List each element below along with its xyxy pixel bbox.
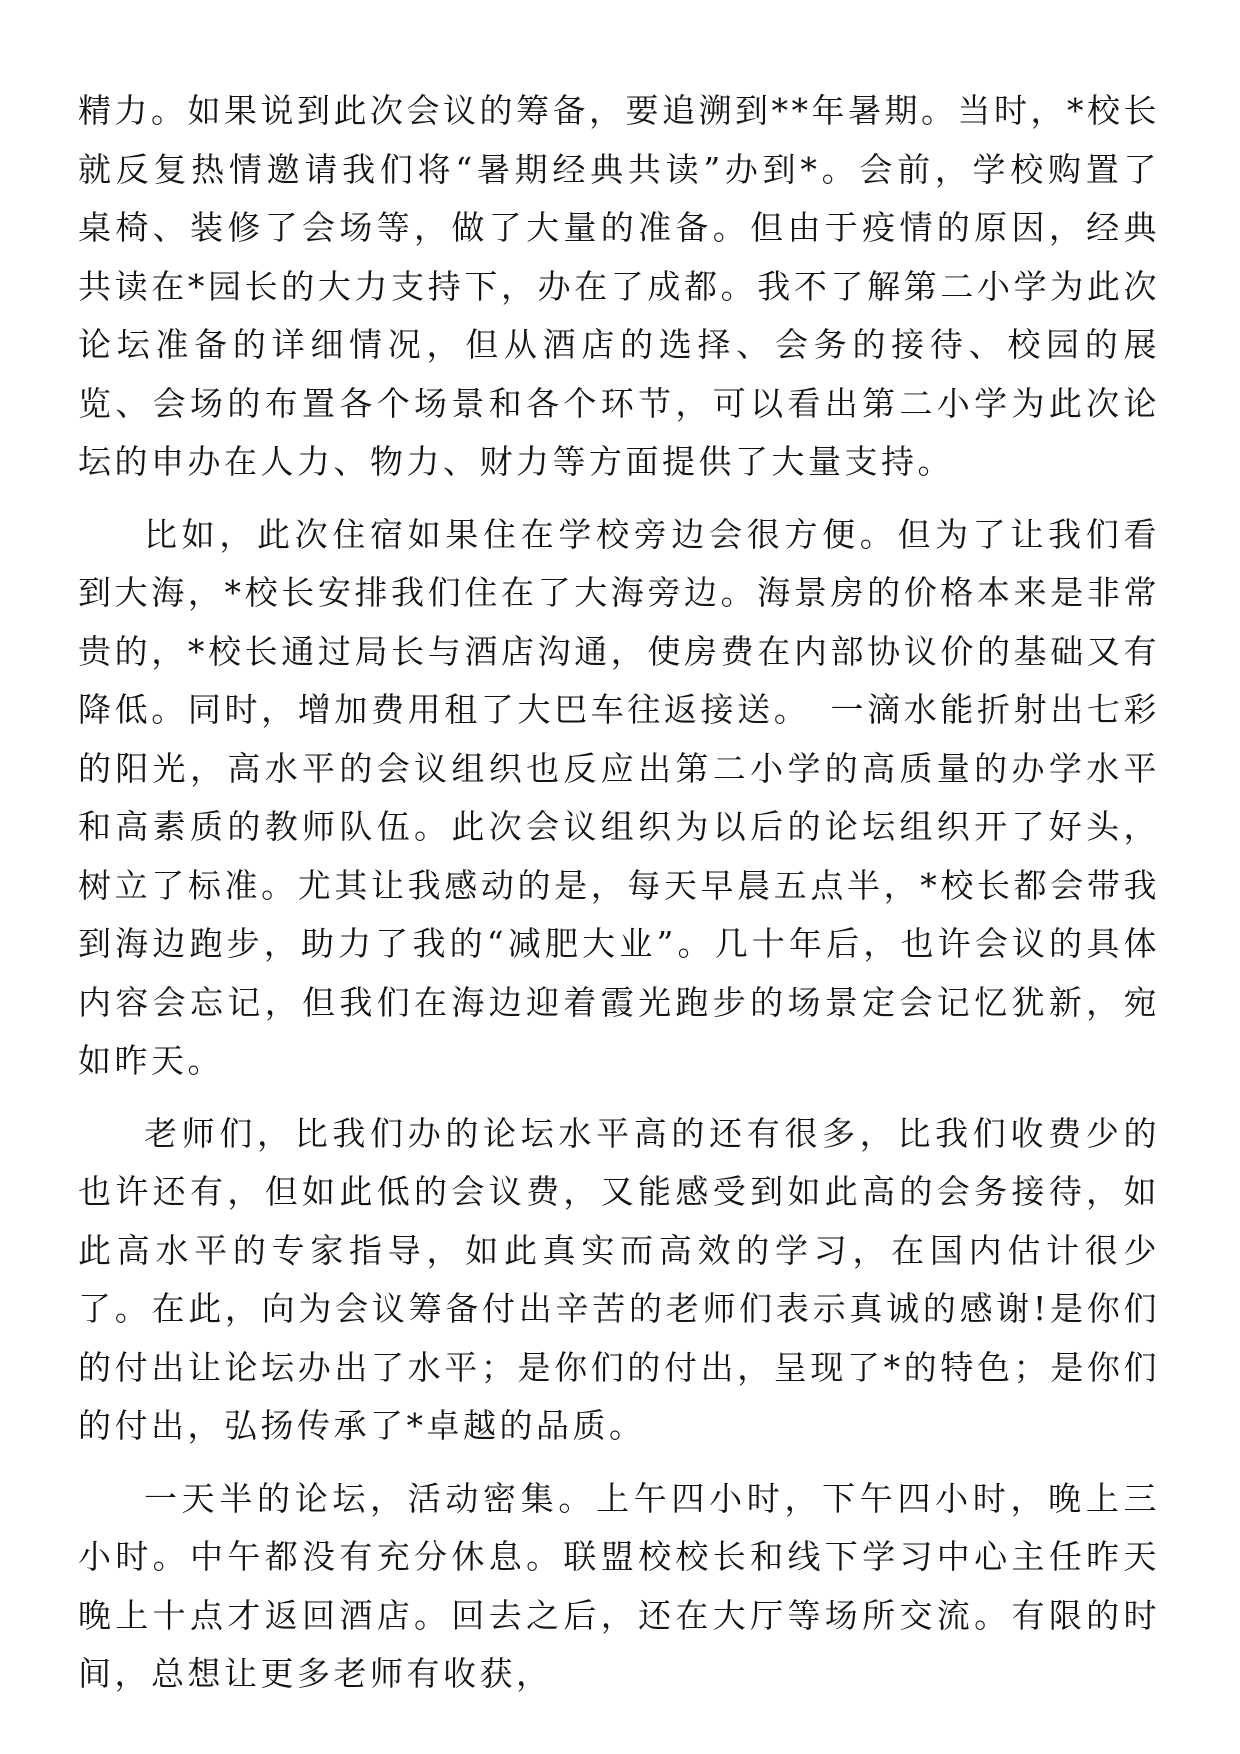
paragraph: 老师们，比我们办的论坛水平高的还有很多，比我们收费少的也许还有，但如此低的会议费，又能感受到如此高的会务接待，如此高水平的专家指导，如此真实而高效的学习，在国内估计很少了。在此，向为会议筹备付出辛苦的老师们表示真诚的感谢!是你们的付出让论坛办出了水平；是你们的付出，呈现了*的特色；是你们的付出，弘扬传承了*卓越的品质。	[78, 1113, 1160, 1445]
paragraph: 比如，此次住宿如果住在学校旁边会很方便。但为了让我们看到大海，*校长安排我们住在了大海旁边。海景房的价格本来是非常贵的，*校长通过局长与酒店沟通，使房费在内部协议价的基础又有降低。同时，增加费用租了大巴车往返接送。 一滴水能折射出七彩的阳光，高水平的会议组织也反应出第二小学的高质量的办学水平和高素质的教师队伍。此次会议组织为以后的论坛组织开了好头，树立了标准。尤其让我感动的是，每天早晨五点半，*校长都会带我到海边跑步，助力了我的“减肥大业”。几十年后，也许会议的具体内容会忘记，但我们在海边迎着霞光跑步的场景定会记忆犹新，宛如昨天。	[78, 514, 1160, 1080]
paragraph-continued: 精力。如果说到此次会议的筹备，要追溯到**年暑期。当时，*校长就反复热情邀请我们将“暑期经典共读”办到*。会前，学校购置了桌椅、装修了会场等，做了大量的准备。但由于疫情的原因，经典共读在*园长的大力支持下，办在了成都。我不了解第二小学为此次论坛准备的详细情况，但从酒店的选择、会务的接待、校园的展览、会场的布置各个场景和各个环节，可以看出第二小学为此次论坛的申办在人力、物力、财力等方面提供了大量支持。	[78, 91, 1160, 481]
paragraph: 一天半的论坛，活动密集。上午四小时，下午四小时，晚上三小时。中午都没有充分休息。联盟校校长和线下学习中心主任昨天晚上十点才返回酒店。回去之后，还在大厅等场所交流。有限的时间，总想让更多老师有收获，	[78, 1478, 1160, 1693]
document-body	[78, 82, 1160, 1718]
